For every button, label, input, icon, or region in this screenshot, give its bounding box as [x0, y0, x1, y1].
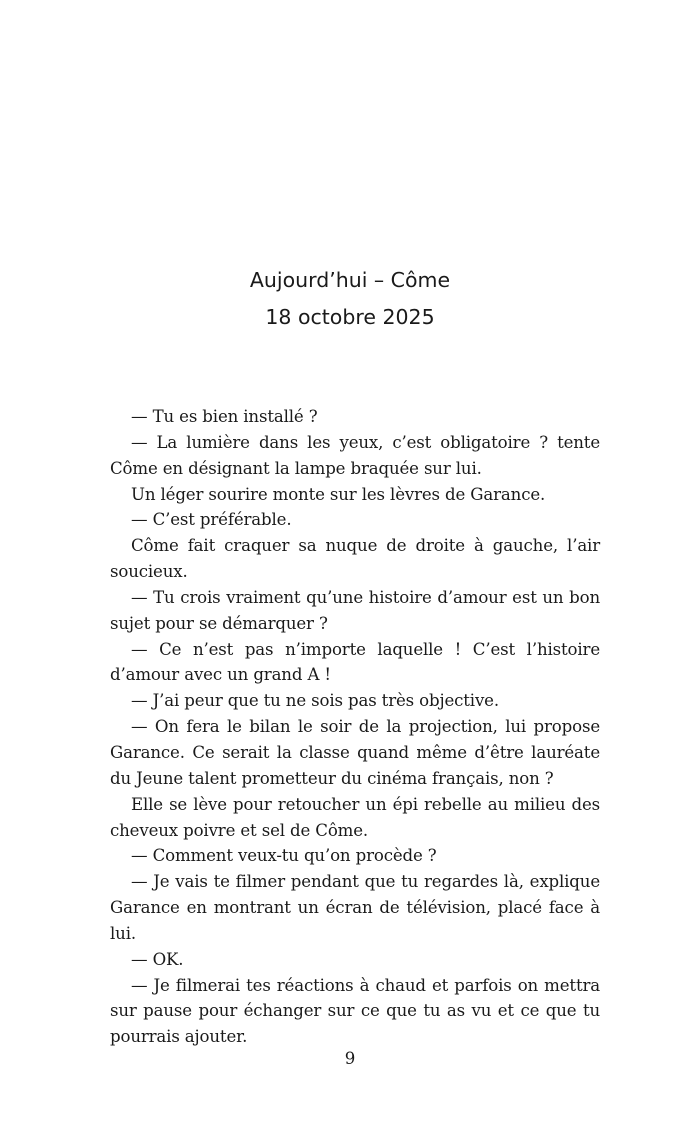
paragraph: Côme fait craquer sa nuque de droite à gauche, l’air soucieux. [110, 536, 600, 582]
paragraph: — Ce n’est pas n’importe laquelle ! C’est l’histoire d’amour avec un grand A ! [110, 639, 600, 685]
text-body [110, 404, 600, 1050]
paragraph: — C’est préférable. [131, 510, 292, 530]
paragraph: — Je vais te filmer pendant que tu regardes là, explique Garance en montrant un écran de télévision, placé face à lui. [110, 872, 600, 943]
page-number: 9 [344, 1049, 356, 1068]
chapter-date: 18 octobre 2025 [265, 305, 435, 329]
paragraph: — La lumière dans les yeux, c’est obligatoire ? tente Côme en désignant la lampe braquée sur lui. [110, 432, 600, 478]
paragraph: Un léger sourire monte sur les lèvres de Garance. [131, 484, 546, 504]
chapter-title: Aujourd’hui – Côme [249, 268, 451, 292]
paragraph: — Comment veux-tu qu’on procède ? [131, 846, 437, 866]
paragraph: — On fera le bilan le soir de la projection, lui propose Garance. Ce serait la classe quand même d’être lauréate du Jeune talent prometteur du cinéma français, non ? [110, 717, 600, 788]
paragraph: Elle se lève pour retoucher un épi rebelle au milieu des cheveux poivre et sel de Côme. [110, 794, 600, 840]
chapter-heading [0, 262, 700, 336]
paragraph: — OK. [131, 949, 184, 969]
paragraph: — Tu crois vraiment qu’une histoire d’amour est un bon sujet pour se démarquer ? [110, 587, 600, 633]
paragraph: — J’ai peur que tu ne sois pas très objective. [131, 691, 499, 711]
paragraph: — Tu es bien installé ? [131, 407, 318, 426]
paragraph: — Je filmerai tes réactions à chaud et parfois on mettra sur pause pour échanger sur ce que tu as vu et ce que tu pourrais ajouter. [110, 975, 600, 1047]
